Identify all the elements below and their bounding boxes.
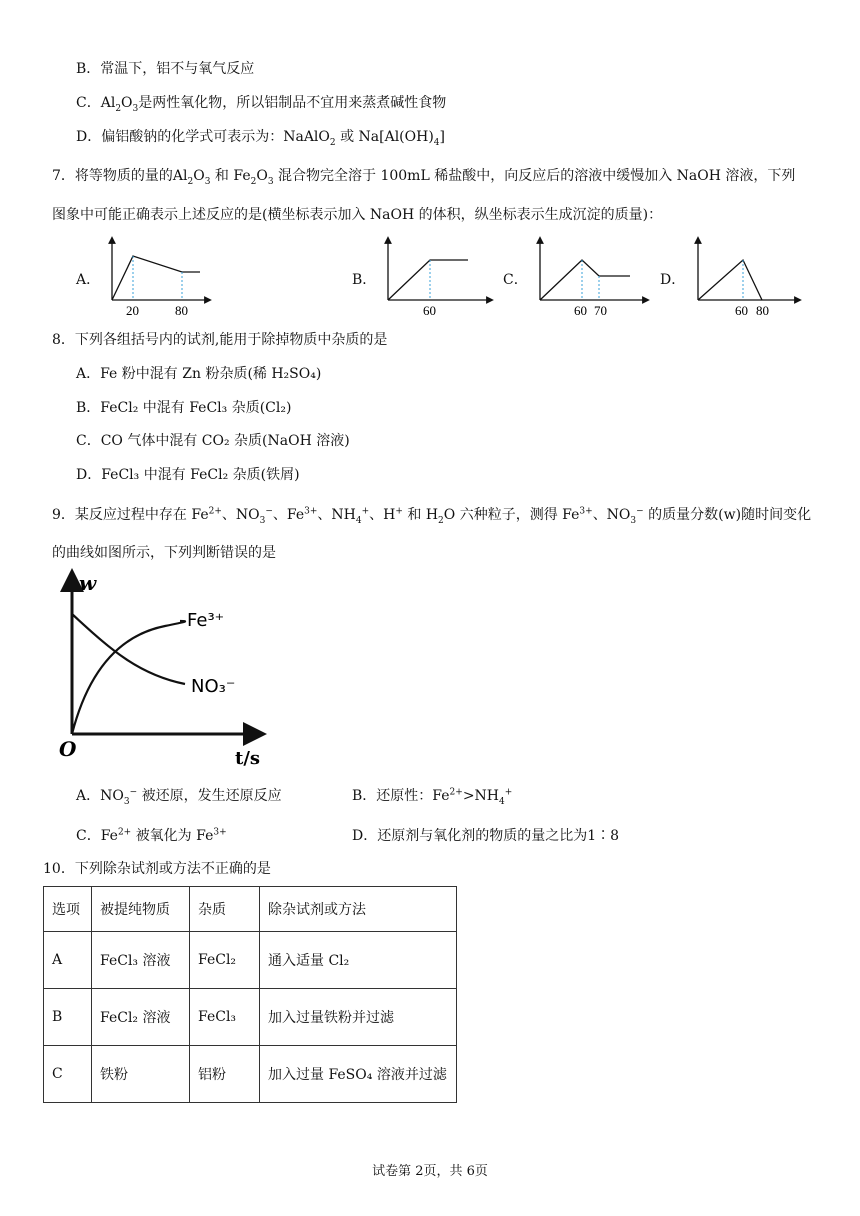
- table-cell: 加入过量 FeSO₄ 溶液并过滤: [260, 1046, 457, 1103]
- q9-stem-line1: 9．某反应过程中存在 $Fe^{2+}$、$NO_3^-$、$Fe^{3+}$、$NH_4^+$、H+ 和 $H_2O$ 六种粒子，测得 $Fe^{3+}$、$NO_3^-$ 的质量分数(w)随时间变化: [52, 506, 812, 526]
- q7-graph-a-tick-20: 20: [126, 303, 139, 318]
- q7-graph-c-tick-60: 60: [574, 303, 587, 318]
- q6-option-d: D．偏铝酸钠的化学式可表示为：NaAlO$_2$ 或 $Na[Al(OH)_4]$: [76, 129, 445, 148]
- table-cell: 加入过量铁粉并过滤: [260, 989, 457, 1046]
- table-header-cell: 除杂试剂或方法: [260, 887, 457, 932]
- page-footer: 试卷第 2页，共 6页: [372, 1164, 488, 1179]
- q7-graph-d-tick-80: 80: [756, 303, 769, 318]
- q9-stem-line2: 的曲线如图所示，下列判断错误的是: [52, 545, 276, 561]
- table-header-row: [44, 887, 457, 932]
- q10-stem: 10．下列除杂试剂或方法不正确的是: [43, 861, 271, 877]
- table-header-cell: 杂质: [190, 887, 260, 932]
- q7-graph-d: [690, 236, 805, 318]
- table-row: [44, 1046, 457, 1103]
- q8-stem: 8．下列各组括号内的试剂,能用于除掉物质中杂质的是: [52, 332, 388, 348]
- table-cell: B: [44, 989, 92, 1046]
- table-cell: FeCl₃ 溶液: [92, 932, 190, 989]
- q9-graph-curve-no3: NO₃⁻: [191, 676, 236, 697]
- q7-graph-a: [104, 236, 214, 318]
- q9-option-c: C．$Fe^{2+}$ 被氧化为 $Fe^{3+}$: [76, 827, 227, 844]
- q8-option-c: C．CO 气体中混有 CO₂ 杂质(NaOH 溶液): [76, 433, 350, 449]
- q7-label-a: A．: [76, 272, 101, 288]
- table-header-cell: 选项: [44, 887, 92, 932]
- q7-label-d: D．: [660, 272, 686, 288]
- table-cell: A: [44, 932, 92, 989]
- table-header-cell: 被提纯物质: [92, 887, 190, 932]
- q7-graph-c-tick-70: 70: [594, 303, 607, 318]
- q9-graph: [55, 571, 275, 770]
- table-cell: FeCl₂ 溶液: [92, 989, 190, 1046]
- table-cell: C: [44, 1046, 92, 1103]
- q7-graph-b-tick-60: 60: [423, 303, 436, 318]
- q7-graph-a-tick-80: 80: [175, 303, 188, 318]
- q7-label-b: B．: [352, 272, 377, 288]
- q9-graph-origin: O: [59, 737, 77, 761]
- q9-graph-x-label: t/s: [235, 748, 261, 769]
- table-cell: FeCl₂: [190, 932, 260, 989]
- table-row: [44, 932, 457, 989]
- table-row: [44, 989, 457, 1046]
- q6-option-c: C．$Al_2O_3$是两性氧化物，所以铝制品不宜用来蒸煮碱性食物: [76, 95, 447, 114]
- q7-label-c: C．: [503, 272, 528, 288]
- table-cell: 铝粉: [190, 1046, 260, 1103]
- q8-option-b: B．FeCl₂ 中混有 FeCl₃ 杂质(Cl₂): [76, 400, 292, 416]
- q10-table: [43, 886, 457, 1103]
- q9-graph-curve-fe3: Fe³⁺: [187, 610, 225, 631]
- table-cell: 铁粉: [92, 1046, 190, 1103]
- q7-graph-c: [532, 236, 652, 318]
- q9-option-b: B．还原性：$Fe^{2+}>NH_4^+$: [352, 787, 513, 807]
- q9-option-a: A．$NO_3^-$ 被还原，发生还原反应: [76, 787, 282, 807]
- q6-option-b: B．常温下，铝不与氧气反应: [76, 61, 255, 77]
- q7-stem-line1: 7．将等物质的量的$Al_2O_3$ 和 $Fe_2O_3$ 混合物完全溶于 100mL 稀盐酸中，向反应后的溶液中缓慢加入 NaOH 溶液，下列: [52, 168, 796, 187]
- q7-graph-d-tick-60: 60: [735, 303, 748, 318]
- q7-graph-b: [380, 236, 495, 318]
- q9-graph-y-label: w: [79, 571, 97, 595]
- q7-stem-line2: 图象中可能正确表示上述反应的是(横坐标表示加入 NaOH 的体积，纵坐标表示生成沉淀的质量)：: [52, 207, 663, 223]
- q9-option-d: D．还原剂与氧化剂的物质的量之比为1∶8: [352, 828, 620, 844]
- q8-option-d: D．FeCl₃ 中混有 FeCl₂ 杂质(铁屑): [76, 467, 300, 483]
- table-cell: 通入适量 Cl₂: [260, 932, 457, 989]
- q8-option-a: A．Fe 粉中混有 Zn 粉杂质(稀 H₂SO₄): [76, 366, 322, 382]
- table-cell: FeCl₃: [190, 989, 260, 1046]
